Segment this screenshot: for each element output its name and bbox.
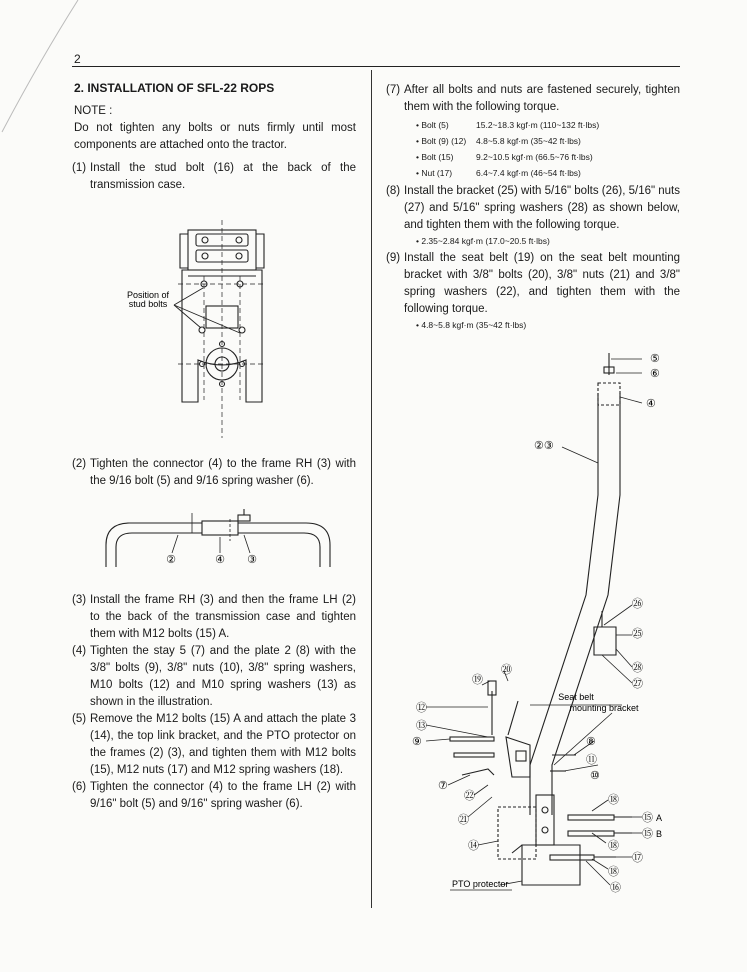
callout-4: ④ (646, 398, 656, 410)
callout-15-b: ⑮ (642, 828, 653, 840)
step-1 (74, 160, 356, 194)
callout-10: ⑩ (590, 770, 600, 782)
callout-12: ⑫ (416, 702, 427, 714)
step-2-block (74, 456, 356, 490)
step-3 (74, 592, 356, 643)
column-divider (371, 70, 372, 908)
step-number: (5) (72, 713, 87, 725)
callout-15-a-suffix: A (656, 813, 663, 823)
callout-9: ⑨ (412, 736, 422, 748)
torque-row: • Nut (17) 6.4~7.4 kgf·m (46~54 ft·lbs) (416, 168, 581, 178)
callout-6: ⑥ (650, 368, 660, 380)
header-rule (72, 66, 680, 67)
callout-20: ⑳ (501, 664, 512, 676)
torque-row: • Bolt (9) (12) 4.8~5.8 kgf·m (35~42 ft·lbs) (416, 136, 581, 146)
figure-rops-exploded-assembly (380, 345, 680, 905)
step-4 (74, 643, 356, 711)
callout-27: ㉗ (632, 678, 643, 690)
step-number: (6) (72, 781, 87, 793)
step-number: (1) (72, 162, 87, 174)
step-6 (74, 779, 356, 813)
callout-25: ㉕ (632, 628, 643, 640)
seatbelt-label-1: Seat belt (558, 692, 594, 702)
callout-18-b: ⑱ (608, 840, 619, 852)
step-number: (4) (72, 645, 87, 657)
figure-frame-connector (100, 505, 340, 575)
seatbelt-label-2: mounting bracket (569, 703, 639, 713)
step-text: Tighten the stay 5 (7) and the plate 2 (8) with the 3/8" bolts (9), 3/8" nuts (10), 3/8" spring washers, M10 bolts (12) and M10 spring washers (13) as shown in the illustration. (90, 645, 356, 708)
callout-28: ㉘ (632, 662, 643, 674)
right-column (388, 82, 680, 334)
callout-13: ⑬ (416, 720, 427, 732)
pto-protector-label: PTO protector (452, 879, 509, 889)
callout-22: ㉒ (464, 790, 475, 802)
callout-18-c: ⑱ (608, 866, 619, 878)
step-text: Install the stud bolt (16) at the back of the transmission case. (90, 162, 356, 191)
note-label: NOTE : (74, 105, 113, 117)
callout-16: ⑯ (610, 882, 621, 894)
step-number: (9) (386, 252, 401, 264)
step-7 (388, 82, 680, 116)
step-9 (388, 250, 680, 318)
callout-19: ⑲ (472, 674, 483, 686)
figure-label-position: Position of (126, 290, 170, 300)
step-number: (3) (72, 594, 87, 606)
callout-8: ⑧ (586, 736, 596, 748)
torque-table (416, 117, 680, 181)
callout-frame-rh: ③ (247, 554, 257, 566)
callout-5: ⑤ (650, 353, 660, 365)
step-text: After all bolts and nuts are fastened securely, tighten them with the following torque. (404, 84, 680, 113)
step-text: Install the seat belt (19) on the seat belt mounting bracket with 3/8" bolts (20), 3/8" nuts (21) and 3/8" spring washers (22), and tighten them with the following torque. (404, 252, 680, 315)
note-text: Do not tighten any bolts or nuts firmly until most components are attached onto the tractor. (74, 122, 356, 151)
callout-connector: ④ (215, 554, 225, 566)
torque-row: • Bolt (15) 9.2~10.5 kgf·m (66.5~76 ft·lbs) (416, 152, 593, 162)
callout-15-b-suffix: B (656, 829, 663, 839)
step-8 (388, 183, 680, 234)
step-2 (74, 456, 356, 490)
left-column (74, 80, 356, 194)
callout-2-3: ②③ (534, 440, 554, 452)
callout-7: ⑦ (438, 780, 448, 792)
callout-18-a: ⑱ (608, 794, 619, 806)
callout-21: ㉑ (458, 814, 469, 826)
torque-seatbelt: • 4.8~5.8 kgf·m (35~42 ft·lbs) (416, 320, 527, 330)
step-text: Remove the M12 bolts (15) A and attach the plate 3 (14), the top link bracket, and the PTO protector on the frames (2) (3), and tighten them with M12 bolts (15), M12 nuts (17) and M12 spring washers (18). (90, 713, 356, 776)
callout-15-a: ⑮ (642, 812, 653, 824)
step-text: Install the frame RH (3) and then the frame LH (2) to the back of the transmission case and tighten them with M12 bolts (15) A. (90, 594, 356, 640)
callout-26: ㉖ (632, 598, 643, 610)
step-text: Tighten the connector (4) to the frame RH (3) with the 9/16 bolt (5) and 9/16 spring washer (6). (90, 458, 356, 487)
step-text: Install the bracket (25) with 5/16" bolts (26), 5/16" nuts (27) and 5/16" spring washers (28) as shown below, and tighten them with the following torque. (404, 185, 680, 231)
callout-frame-lh: ② (166, 554, 176, 566)
steps-3-6-block (74, 592, 356, 813)
callout-11: ⑪ (586, 754, 597, 766)
figure-stud-bolt-positions (110, 220, 310, 440)
callout-14: ⑭ (468, 840, 479, 852)
step-5 (74, 711, 356, 779)
page-number: 2 (74, 52, 81, 66)
torque-bracket: • 2.35~2.84 kgf·m (17.0~20.5 ft·lbs) (416, 236, 550, 246)
step-text: Tighten the connector (4) to the frame LH (2) with 9/16" bolt (5) and 9/16" spring washer (6). (90, 781, 356, 810)
step-number: (2) (72, 458, 87, 470)
step-number: (7) (386, 84, 401, 96)
callout-17: ⑰ (632, 852, 643, 864)
torque-row: • Bolt (5) 15.2~18.3 kgf·m (110~132 ft·lbs) (416, 120, 600, 130)
step-number: (8) (386, 185, 401, 197)
figure-label-stud-bolts: stud bolts (128, 299, 168, 309)
section-title: 2. INSTALLATION OF SFL-22 ROPS (74, 81, 275, 95)
